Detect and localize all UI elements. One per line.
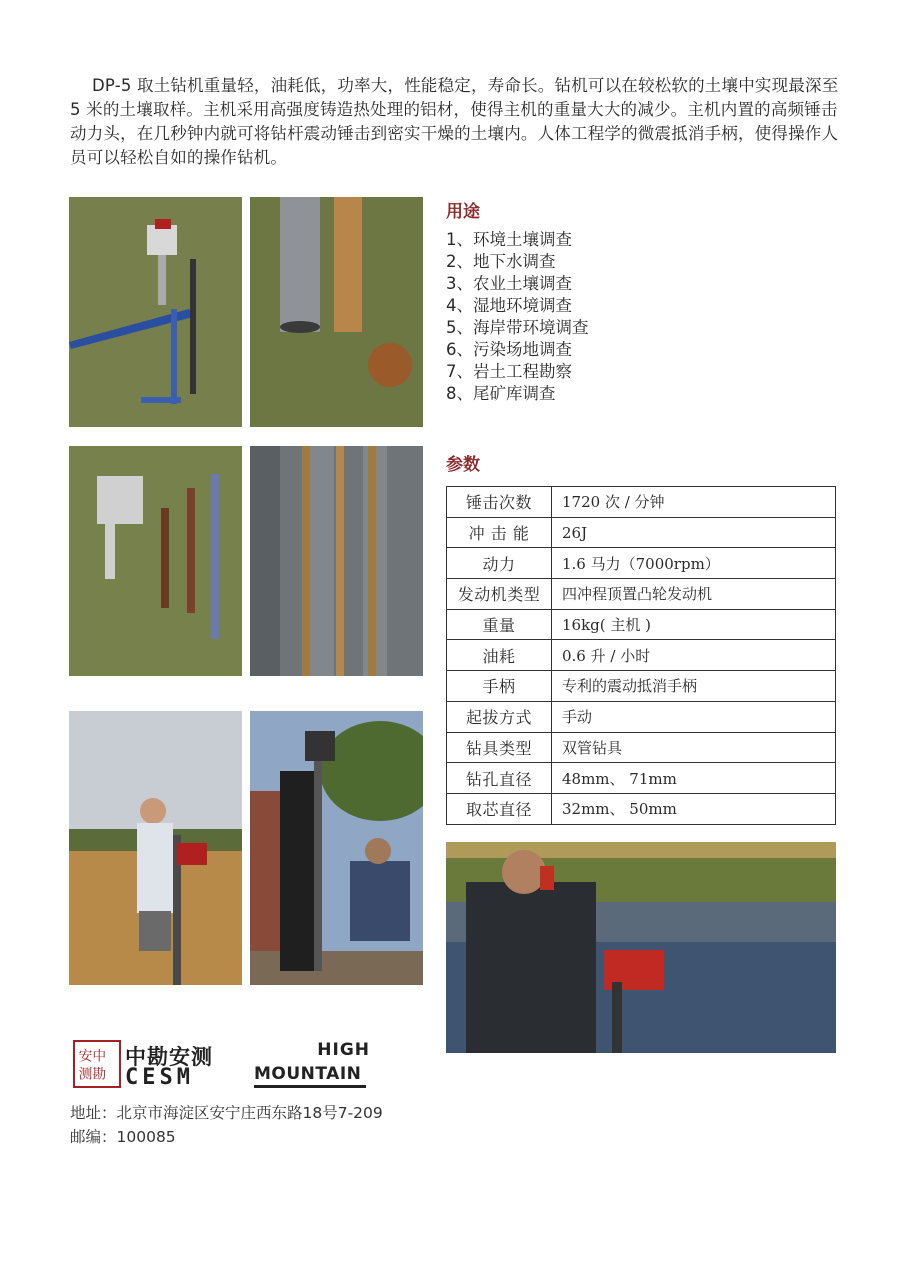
param-value: 32mm、 50mm: [552, 793, 836, 824]
param-key: 钻具类型: [447, 732, 552, 763]
svg-text:测勘: 测勘: [78, 1066, 107, 1083]
table-row: [447, 579, 836, 610]
hm-line2: MOUNTAIN: [254, 1064, 362, 1084]
contact-block: [70, 1101, 383, 1149]
uses-item: 6、污染场地调查: [446, 340, 572, 359]
param-value: 16kg( 主机 ): [552, 609, 836, 640]
param-key: 手柄: [447, 671, 552, 702]
photo-operator-field: [69, 711, 242, 985]
param-key: 动力: [447, 548, 552, 579]
param-key: 起拔方式: [447, 701, 552, 732]
param-value: 专利的震动抵消手柄: [552, 671, 836, 702]
uses-item: 3、农业土壤调查: [446, 274, 572, 293]
high-mountain-logo: [254, 1040, 370, 1092]
uses-item: 4、湿地环境调查: [446, 296, 572, 315]
photo-rig-with-rods: [69, 446, 242, 676]
table-row: [447, 701, 836, 732]
postcode-text: 邮编：100085: [70, 1128, 176, 1146]
table-row: [447, 640, 836, 671]
photo-operator-lake: [446, 842, 836, 1053]
param-key: 重量: [447, 609, 552, 640]
svg-text:安中: 安中: [78, 1048, 107, 1065]
uses-list: [446, 229, 589, 405]
param-value: 1.6 马力（7000rpm）: [552, 548, 836, 579]
table-row: [447, 487, 836, 518]
photo-drill-on-grass: [69, 197, 242, 427]
param-key: 锤击次数: [447, 487, 552, 518]
uses-item: 2、地下水调查: [446, 252, 556, 271]
table-row: [447, 671, 836, 702]
param-key: 发动机类型: [447, 579, 552, 610]
photo-team-operating: [250, 711, 423, 985]
cesm-english-name: CESM: [125, 1065, 194, 1090]
uses-item: 8、尾矿库调查: [446, 384, 556, 403]
table-row: [447, 763, 836, 794]
param-value: 48mm、 71mm: [552, 763, 836, 794]
param-key: 取芯直径: [447, 793, 552, 824]
param-value: 手动: [552, 701, 836, 732]
param-key: 钻孔直径: [447, 763, 552, 794]
address-text: 地址：北京市海淀区安宁庄西东路18号7-209: [70, 1104, 383, 1122]
hm-underline: [254, 1085, 366, 1088]
cesm-logo: [73, 1040, 219, 1090]
table-row: [447, 517, 836, 548]
photo-sample-tubes: [250, 197, 423, 427]
hm-line1: HIGH: [317, 1040, 370, 1060]
intro-paragraph: DP-5 取土钻机重量轻，油耗低，功率大，性能稳定，寿命长。钻机可以在较松软的土壤中实现最深至 5 米的土壤取样。主机采用高强度铸造热处理的铝材，使得主机的重量大大的减少。主机内置的高频锤击动力头，在几秒钟内就可将钻杆震动锤击到密实干燥的土壤内。人体工程学的微震抵消手柄，使得操作人员可以轻松自如的操作钻机。: [70, 76, 839, 167]
params-title: 参数: [446, 455, 480, 475]
uses-item: 1、环境土壤调查: [446, 230, 572, 249]
param-value: 1720 次 / 分钟: [552, 487, 836, 518]
photo-soil-cores: [250, 446, 423, 676]
table-row: [447, 548, 836, 579]
uses-item: 7、岩土工程勘察: [446, 362, 572, 381]
param-value: 四冲程顶置凸轮发动机: [552, 579, 836, 610]
param-key: 油耗: [447, 640, 552, 671]
table-row: [447, 732, 836, 763]
cesm-seal-icon: [73, 1040, 121, 1088]
uses-title: 用途: [446, 202, 480, 222]
param-value: 26J: [552, 517, 836, 548]
table-row: [447, 609, 836, 640]
param-key: 冲 击 能: [447, 517, 552, 548]
uses-item: 5、海岸带环境调查: [446, 318, 589, 337]
table-row: [447, 793, 836, 824]
cesm-chinese-name: 中勘安测: [125, 1045, 213, 1069]
param-value: 0.6 升 / 小时: [552, 640, 836, 671]
params-table: [446, 486, 836, 825]
param-value: 双管钻具: [552, 732, 836, 763]
